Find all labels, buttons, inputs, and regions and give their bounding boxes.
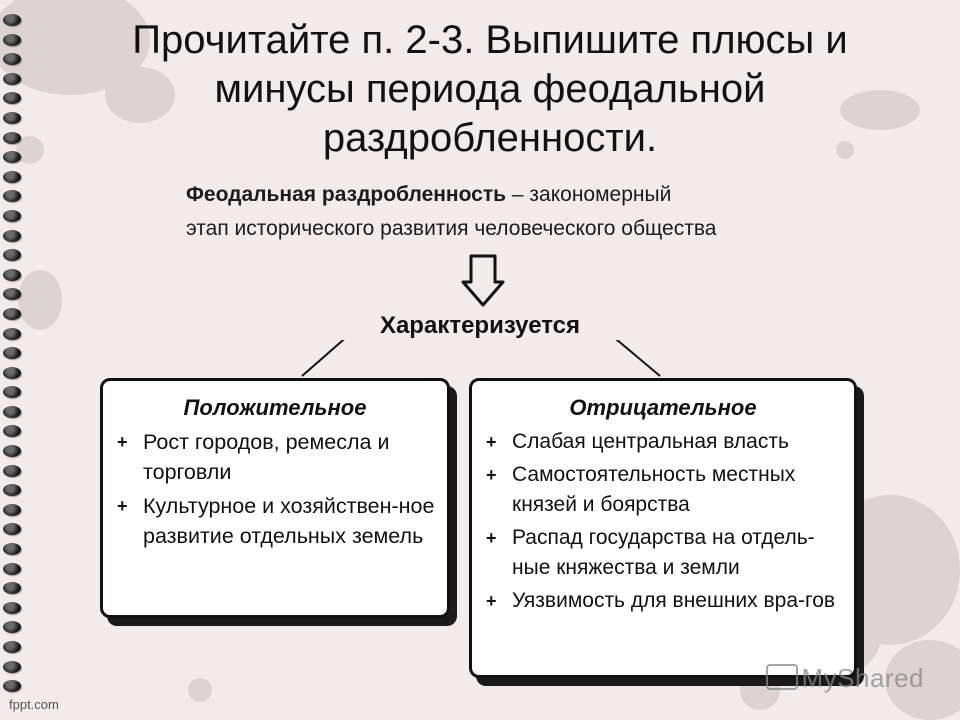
list-item: [482, 586, 842, 616]
list-item-text: Уязвимость для внешних вра-гов: [512, 589, 836, 612]
list-item: [113, 491, 435, 551]
list-item: [482, 460, 842, 520]
definition-dash: –: [511, 183, 524, 206]
positive-title: Положительное: [183, 395, 367, 420]
title-line-2: минусы периода феодальной: [214, 67, 766, 111]
plus-icon: +: [117, 432, 128, 452]
plus-icon: +: [486, 432, 497, 452]
list-item-text: Самостоятельность местных князей и боярства: [512, 463, 796, 516]
list-item: [482, 523, 842, 583]
title-line-1: Прочитайте п. 2-3. Выпишите плюсы и: [132, 18, 848, 62]
negative-title: Отрицательное: [569, 395, 757, 420]
myshared-watermark: [766, 663, 925, 694]
definition-line-2: этап исторического развития человеческого общества: [186, 217, 717, 240]
definition-line-1: закономерный: [529, 183, 672, 206]
positive-list: [103, 427, 447, 551]
presentation-icon: [766, 664, 798, 690]
list-item-text: Рост городов, ремесла и торговли: [143, 430, 390, 484]
list-item: [482, 427, 842, 457]
negative-box: [469, 378, 857, 678]
list-item-text: Распад государства на отдель-ные княжества и земли: [512, 526, 815, 579]
connector-left: [302, 334, 350, 376]
plus-icon: +: [117, 496, 128, 516]
connector-right: [610, 334, 660, 376]
plus-icon: +: [486, 591, 497, 611]
negative-list: [472, 427, 854, 616]
watermark-text: MyShared: [801, 663, 924, 693]
positive-box: [100, 378, 450, 618]
list-item-text: Культурное и хозяйствен-ное развитие отдельных земель: [143, 494, 435, 548]
plus-icon: +: [486, 528, 497, 548]
down-arrow-icon: [463, 256, 503, 305]
definition-term: Феодальная раздробленность: [186, 183, 507, 206]
site-footer[interactable]: fppt.com: [9, 697, 59, 712]
title-line-3: раздробленности.: [322, 116, 658, 160]
list-item-text: Слабая центральная власть: [512, 430, 789, 453]
plus-icon: +: [486, 465, 497, 485]
characterized-label: Характеризуется: [340, 312, 620, 340]
list-item: [113, 427, 435, 487]
